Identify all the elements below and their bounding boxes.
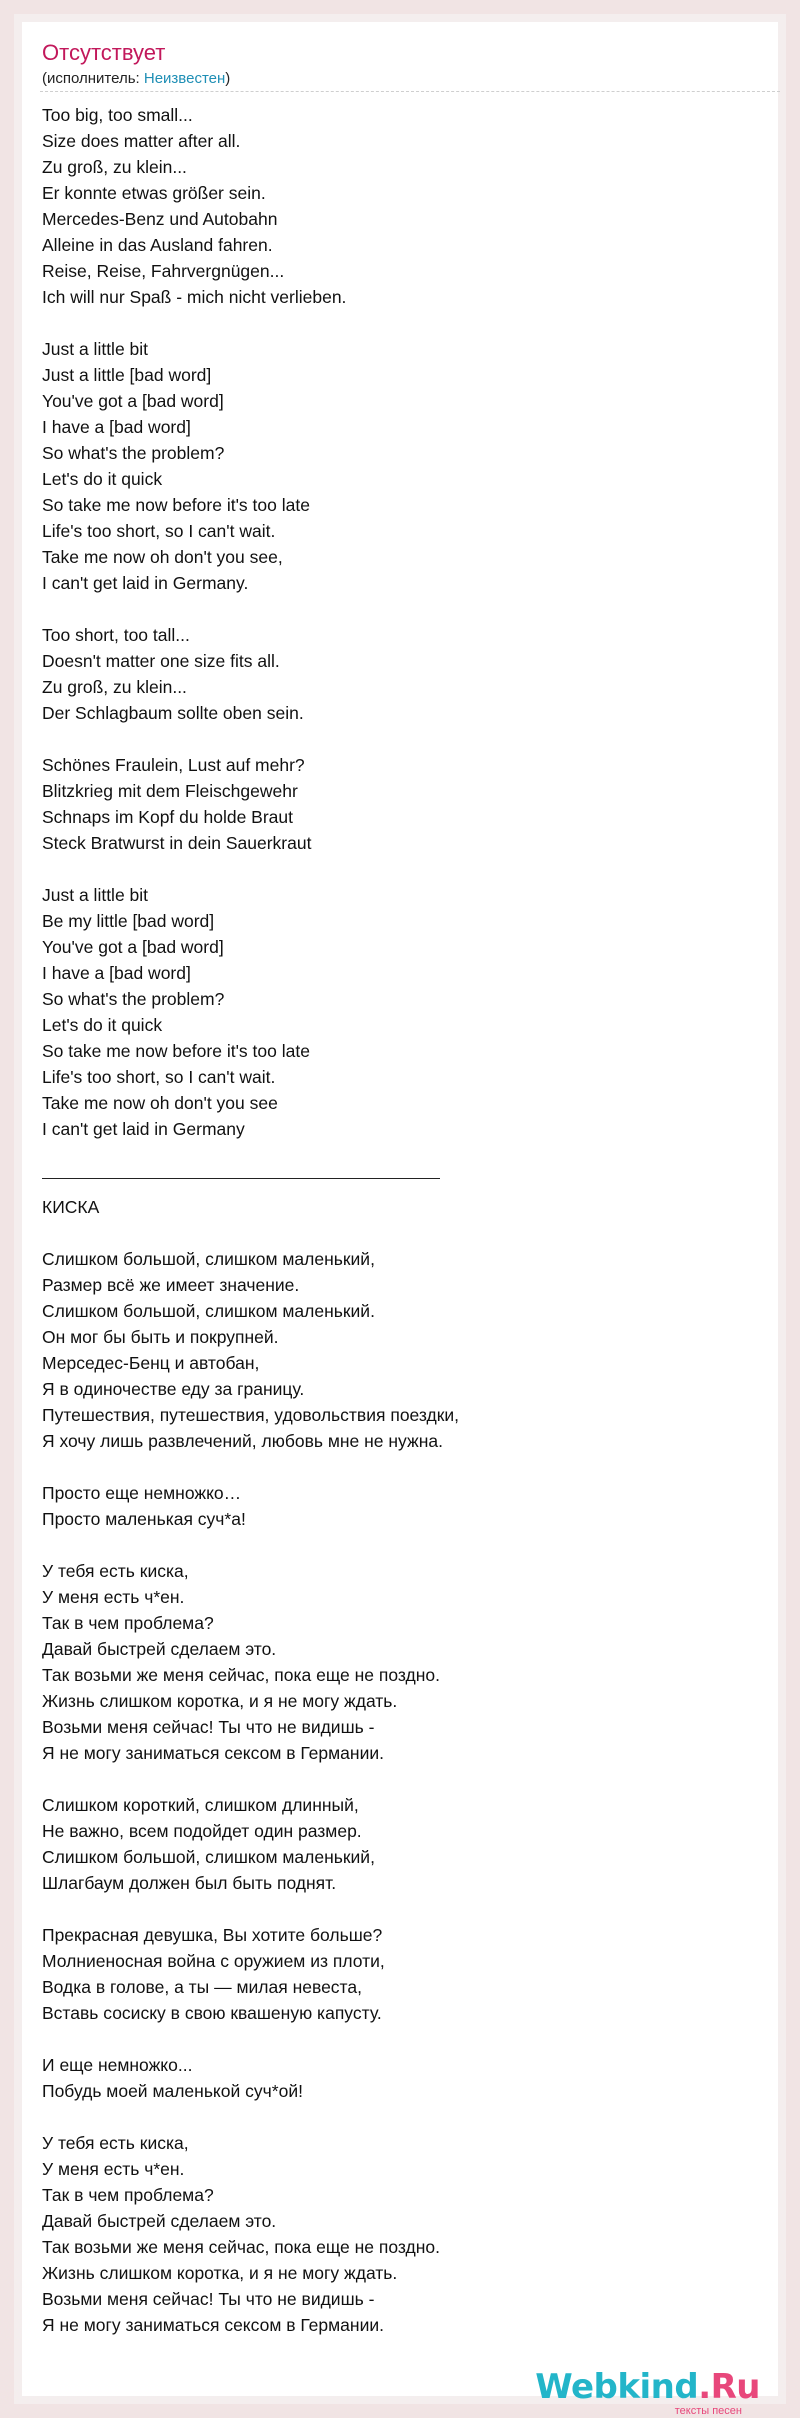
- lyric-line: Mercedes-Benz und Autobahn: [42, 209, 278, 229]
- lyric-line: So take me now before it's too late: [42, 495, 310, 515]
- stanza-break: [42, 310, 742, 336]
- lyric-line: Size does matter after all.: [42, 131, 241, 151]
- lyric-line: I can't get laid in Germany.: [42, 573, 249, 593]
- lyric-line: Be my little [bad word]: [42, 911, 215, 931]
- stanza-break: [42, 596, 742, 622]
- translation-line: Так в чем проблема?: [42, 1613, 214, 1633]
- lyric-line: Steck Bratwurst in dein Sauerkraut: [42, 833, 312, 853]
- lyric-line: Schönes Fraulein, Lust auf mehr?: [42, 755, 305, 775]
- translation-line: КИСКА: [42, 1197, 100, 1217]
- artist-link[interactable]: Неизвестен: [143, 70, 226, 87]
- translation-line: У меня есть ч*ен.: [42, 1587, 185, 1607]
- stanza-break: [42, 726, 742, 752]
- lyric-line: Life's too short, so I can't wait.: [42, 521, 276, 541]
- lyrics-card: [22, 22, 778, 2417]
- lyric-line: Zu groß, zu klein...: [42, 677, 187, 697]
- translation-line: Прекрасная девушка, Вы хотите больше?: [42, 1925, 383, 1945]
- artist-suffix: ): [225, 70, 231, 87]
- artist-line: [42, 70, 230, 88]
- translation-line: Побудь моей маленькой суч*ой!: [42, 2081, 303, 2101]
- stanza-break: [42, 2104, 742, 2130]
- translation-line: Мерседес-Бенц и автобан,: [42, 1353, 260, 1373]
- watermark-domain: .Ru: [698, 2367, 760, 2407]
- translation-line: Вставь сосиску в свою квашеную капусту.: [42, 2003, 382, 2023]
- translation-line: Размер всё же имеет значение.: [42, 1275, 300, 1295]
- translation-line: И еще немножко...: [42, 2055, 193, 2075]
- translation-line: Жизнь слишком коротка, и я не могу ждать.: [42, 2263, 398, 2283]
- artist-prefix: (исполнитель:: [42, 70, 144, 87]
- translation-line: Просто маленькая суч*а!: [42, 1509, 246, 1529]
- lyric-line: You've got a [bad word]: [42, 937, 224, 957]
- translation-line: Слишком большой, слишком маленький,: [42, 1847, 375, 1867]
- lyric-line: Er konnte etwas größer sein.: [42, 183, 266, 203]
- translation-line: Возьми меня сейчас! Ты что не видишь -: [42, 2289, 375, 2309]
- translation-line: Давай быстрей сделаем это.: [42, 2211, 277, 2231]
- translation-line: Я не могу заниматься сексом в Германии.: [42, 1743, 384, 1763]
- translation-line: Путешествия, путешествия, удовольствия поездки,: [42, 1405, 460, 1425]
- lyric-line: Der Schlagbaum sollte oben sein.: [42, 703, 304, 723]
- lyric-line: Let's do it quick: [42, 1015, 163, 1035]
- lyric-line: Reise, Reise, Fahrvergnügen...: [42, 261, 285, 281]
- stanza-break: [42, 1532, 742, 1558]
- translation-line: Я не могу заниматься сексом в Германии.: [42, 2315, 384, 2335]
- stanza-break: [42, 1896, 742, 1922]
- webkind-watermark: [535, 2367, 760, 2417]
- translation-line: Не важно, всем подойдет один размер.: [42, 1821, 362, 1841]
- lyric-line: I have a [bad word]: [42, 963, 191, 983]
- translation-line: Так возьми же меня сейчас, пока еще не поздно.: [42, 1665, 441, 1685]
- stanza-break: [42, 1220, 742, 1246]
- translation-line: Слишком большой, слишком маленький,: [42, 1249, 375, 1269]
- lyric-line: Just a little bit: [42, 885, 149, 905]
- translation-line: Слишком большой, слишком маленький.: [42, 1301, 375, 1321]
- lyric-line: I can't get laid in Germany: [42, 1119, 245, 1139]
- lyric-line: I have a [bad word]: [42, 417, 191, 437]
- translation-divider: [42, 1178, 440, 1179]
- stanza-break: [42, 1454, 742, 1480]
- song-title: Отсутствует: [42, 40, 166, 65]
- lyric-line: Let's do it quick: [42, 469, 163, 489]
- translation-divider-block: [42, 1142, 742, 1194]
- translation-lyrics: [42, 1194, 742, 2338]
- stanza-break: [42, 856, 742, 882]
- translation-line: Так в чем проблема?: [42, 2185, 214, 2205]
- lyric-line: So what's the problem?: [42, 989, 225, 1009]
- title-divider: [40, 91, 780, 92]
- stanza-break: [42, 2026, 742, 2052]
- translation-line: Я хочу лишь развлечений, любовь мне не нужна.: [42, 1431, 443, 1451]
- lyric-line: Take me now oh don't you see,: [42, 547, 283, 567]
- lyric-line: Just a little [bad word]: [42, 365, 212, 385]
- lyric-line: So take me now before it's too late: [42, 1041, 310, 1061]
- lyric-line: Schnaps im Kopf du holde Braut: [42, 807, 293, 827]
- lyric-line: Too big, too small...: [42, 105, 193, 125]
- translation-line: У тебя есть киска,: [42, 2133, 189, 2153]
- watermark-logo: [535, 2367, 760, 2407]
- lyrics-body: [42, 102, 742, 2338]
- translation-line: Слишком короткий, слишком длинный,: [42, 1795, 359, 1815]
- lyric-line: Ich will nur Spaß - mich nicht verlieben.: [42, 287, 347, 307]
- lyric-line: Blitzkrieg mit dem Fleischgewehr: [42, 781, 298, 801]
- translation-line: Он мог бы быть и покрупней.: [42, 1327, 279, 1347]
- watermark-brand: Webkind: [535, 2367, 699, 2407]
- translation-line: У тебя есть киска,: [42, 1561, 189, 1581]
- translation-line: У меня есть ч*ен.: [42, 2159, 185, 2179]
- lyric-line: Alleine in das Ausland fahren.: [42, 235, 273, 255]
- translation-line: Давай быстрей сделаем это.: [42, 1639, 277, 1659]
- watermark-tagline: тексты песен: [674, 2405, 742, 2417]
- lyric-line: Zu groß, zu klein...: [42, 157, 187, 177]
- lyric-line: Just a little bit: [42, 339, 149, 359]
- translation-line: Молниеносная война с оружием из плоти,: [42, 1951, 385, 1971]
- lyric-line: Life's too short, so I can't wait.: [42, 1067, 276, 1087]
- lyric-line: Take me now oh don't you see: [42, 1093, 278, 1113]
- original-lyrics: [42, 102, 742, 1142]
- translation-line: Жизнь слишком коротка, и я не могу ждать.: [42, 1691, 398, 1711]
- lyric-line: Doesn't matter one size fits all.: [42, 651, 280, 671]
- translation-line: Шлагбаум должен был быть поднят.: [42, 1873, 337, 1893]
- lyric-line: Too short, too tall...: [42, 625, 190, 645]
- lyric-line: You've got a [bad word]: [42, 391, 224, 411]
- translation-line: Я в одиночестве еду за границу.: [42, 1379, 305, 1399]
- translation-line: Так возьми же меня сейчас, пока еще не поздно.: [42, 2237, 441, 2257]
- lyric-line: So what's the problem?: [42, 443, 225, 463]
- translation-line: Водка в голове, а ты — милая невеста,: [42, 1977, 362, 1997]
- translation-line: Просто еще немножко…: [42, 1483, 242, 1503]
- stanza-break: [42, 1766, 742, 1792]
- translation-line: Возьми меня сейчас! Ты что не видишь -: [42, 1717, 375, 1737]
